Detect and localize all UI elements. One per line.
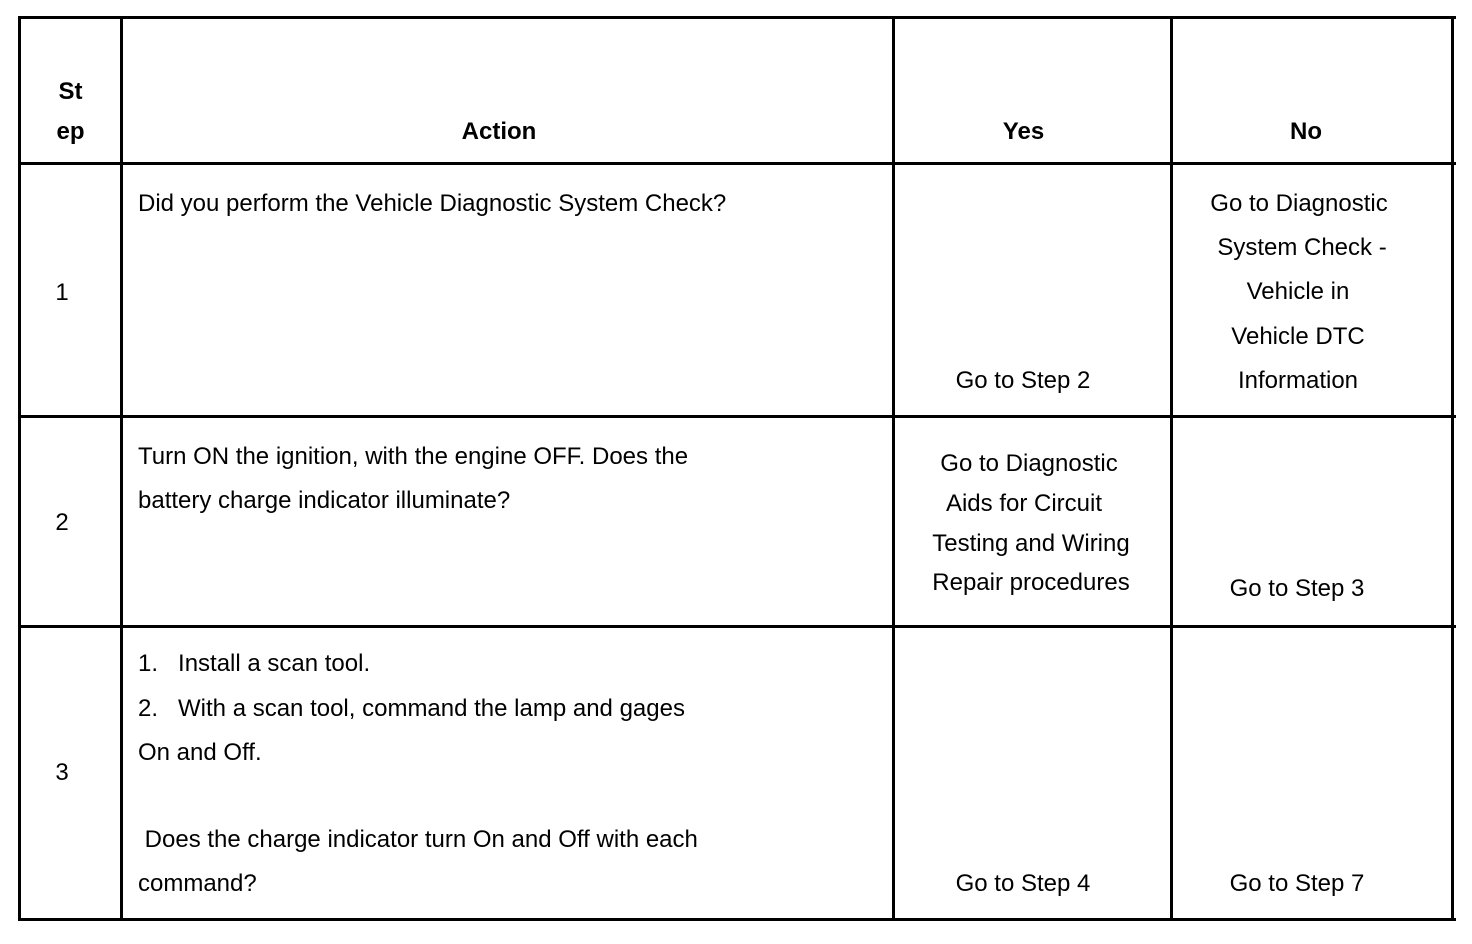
table-border-right (1451, 16, 1454, 921)
row1-no-line5: Information (1237, 367, 1359, 394)
header-no: No (1290, 118, 1322, 145)
row3-yes: Go to Step 4 (955, 870, 1091, 897)
row2-step: 2 (55, 509, 69, 536)
row3-action-line3: On and Off. (138, 739, 262, 766)
table-border-bottom (18, 918, 1456, 921)
row1-step: 1 (55, 279, 69, 306)
row1-no-line4: Vehicle DTC (1231, 323, 1365, 350)
table-border-row1-bottom (18, 415, 1456, 418)
row2-action-line2: battery charge indicator illuminate? (138, 487, 511, 514)
header-action: Action (461, 118, 537, 145)
row3-action-line5: command? (138, 870, 257, 897)
row1-action-line1: Did you perform the Vehicle Diagnostic System Check? (138, 190, 727, 217)
row3-no: Go to Step 7 (1229, 870, 1365, 897)
table-border-col3 (1170, 16, 1173, 921)
row1-no-line3: Vehicle in (1246, 278, 1350, 305)
row2-action-line1: Turn ON the ignition, with the engine OFF. Does the (138, 443, 689, 470)
table-border-row2-bottom (18, 625, 1456, 628)
header-step-line2: ep (56, 118, 85, 145)
table-border-col1 (120, 16, 123, 921)
row2-yes-line3: Testing and Wiring (932, 530, 1130, 557)
header-yes: Yes (1002, 118, 1045, 145)
row3-action-line2: 2. With a scan tool, command the lamp and gages (138, 695, 685, 722)
row2-no: Go to Step 3 (1229, 575, 1365, 602)
row2-yes-line4: Repair procedures (932, 569, 1130, 596)
row1-no-line2: System Check - (1217, 234, 1387, 261)
row1-yes: Go to Step 2 (955, 367, 1091, 394)
table-border-header-bottom (18, 162, 1456, 165)
header-step-line1: St (58, 78, 83, 105)
table-border-left (18, 16, 21, 921)
row3-action-line4: Does the charge indicator turn On and Off with each (138, 826, 698, 853)
row3-step: 3 (55, 759, 69, 786)
row2-yes-line1: Go to Diagnostic (940, 450, 1118, 477)
row3-action-line1: 1. Install a scan tool. (138, 650, 371, 677)
row1-no-line1: Go to Diagnostic (1210, 190, 1388, 217)
table-border-top (18, 16, 1456, 19)
row2-yes-line2: Aids for Circuit (945, 490, 1103, 517)
